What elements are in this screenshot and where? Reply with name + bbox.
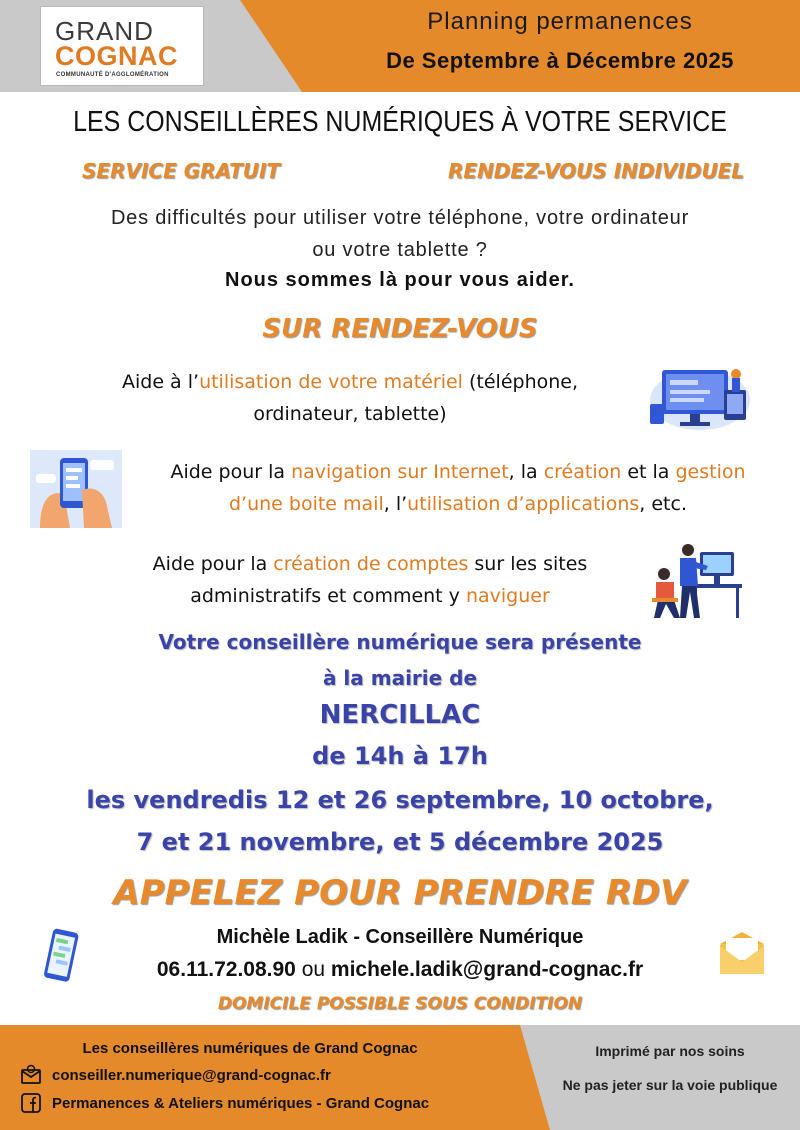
intro-line-2: ou votre tablette ? — [312, 239, 488, 261]
presence-dates-2: 7 et 21 novembre, et 5 décembre 2025 — [136, 828, 664, 856]
aide-comptes — [100, 548, 640, 612]
logo-subtitle: COMMUNAUTÉ D'AGGLOMÉRATION — [56, 72, 169, 78]
header-dates: De Septembre à Décembre 2025 — [386, 48, 734, 73]
facebook-icon — [20, 1092, 42, 1114]
presence-hours: de 14h à 17h — [312, 742, 488, 770]
advisor-name: Michèle Ladik - Conseillère Numérique — [216, 926, 584, 948]
rendez-vous-individuel-tag: RENDEZ-VOUS INDIVIDUEL — [448, 159, 745, 183]
presence-place: NERCILLAC — [319, 700, 481, 730]
footer-facebook-row[interactable] — [20, 1092, 429, 1114]
aide2-text-h: , l’ — [383, 493, 408, 515]
aide2-text-e: et la — [621, 461, 676, 483]
page-title: LES CONSEILLÈRES NUMÉRIQUES À VOTRE SERVICE — [73, 106, 727, 138]
smartphone-hand-illustration-icon — [30, 450, 122, 528]
intro-question — [0, 202, 800, 266]
footer-facebook: Permanences & Ateliers numériques - Grand Cognac — [52, 1094, 430, 1112]
aide2-text-j: , etc. — [639, 493, 687, 515]
contact-or: ou — [295, 958, 331, 981]
logo-grand-text: GRAND — [55, 16, 154, 46]
presence-line-2: à la mairie de — [322, 666, 478, 690]
intro-help: Nous sommes là pour vous aider. — [225, 269, 575, 291]
aide-materiel — [70, 366, 630, 430]
domicile-note: DOMICILE POSSIBLE SOUS CONDITION — [217, 994, 583, 1014]
aide2-highlight-creation: création — [543, 461, 622, 483]
aide-navigation — [128, 456, 788, 520]
aide2-highlight-navigation: navigation sur Internet — [291, 461, 509, 483]
aide1-text-a: Aide à l’ — [121, 371, 200, 393]
service-gratuit-tag: SERVICE GRATUIT — [82, 159, 281, 183]
footer-email-row[interactable] — [20, 1064, 331, 1086]
aide3-text-a: Aide pour la — [152, 553, 274, 575]
footer-printed: Imprimé par nos soins — [595, 1043, 745, 1059]
presence-line-1: Votre conseillère numérique sera présente — [158, 630, 642, 654]
presence-dates-1: les vendredis 12 et 26 septembre, 10 octobre, — [86, 786, 714, 814]
aide2-text-a: Aide pour la — [170, 461, 292, 483]
call-to-action-heading: APPELEZ POUR PRENDRE RDV — [113, 873, 687, 913]
footer-email: conseiller.numerique@grand-cognac.fr — [52, 1066, 331, 1084]
contact-details — [0, 958, 800, 982]
people-at-computer-illustration-icon — [650, 540, 744, 620]
contact-email[interactable]: michele.ladik@grand-cognac.fr — [330, 958, 644, 981]
aide2-text-c: , la — [508, 461, 544, 483]
aide2-highlight-gestion: gestion — [675, 461, 746, 483]
aide1-highlight: utilisation de votre matériel — [199, 371, 463, 393]
aide2-highlight-applications: utilisation d’applications — [407, 493, 640, 515]
footer-title: Les conseillères numériques de Grand Cognac — [82, 1040, 418, 1057]
aide3-highlight-comptes: création de comptes — [273, 553, 469, 575]
aide3-highlight-naviguer: naviguer — [465, 585, 550, 607]
header-title: Planning permanences — [427, 8, 693, 35]
logo-cognac-text: COGNAC — [55, 41, 178, 71]
grand-cognac-logo — [40, 6, 204, 86]
email-icon — [20, 1064, 42, 1086]
aide2-highlight-mail: d’une boite mail — [228, 493, 384, 515]
intro-line-1: Des difficultés pour utiliser votre téléphone, votre ordinateur — [110, 207, 690, 229]
footer-notice: Ne pas jeter sur la voie publique — [562, 1077, 778, 1093]
envelope-icon — [718, 932, 766, 976]
aide3-text-c: sur les sites — [468, 553, 588, 575]
aide1-text-d: ordinateur, tablette) — [253, 403, 447, 425]
aide1-text-c: (téléphone, — [462, 371, 579, 393]
computer-illustration-icon — [648, 360, 752, 432]
aide3-text-d: administratifs et comment y — [190, 585, 466, 607]
sur-rendez-vous-heading: SUR RENDEZ-VOUS — [262, 314, 538, 344]
contact-phone[interactable]: 06.11.72.08.90 — [156, 958, 296, 981]
